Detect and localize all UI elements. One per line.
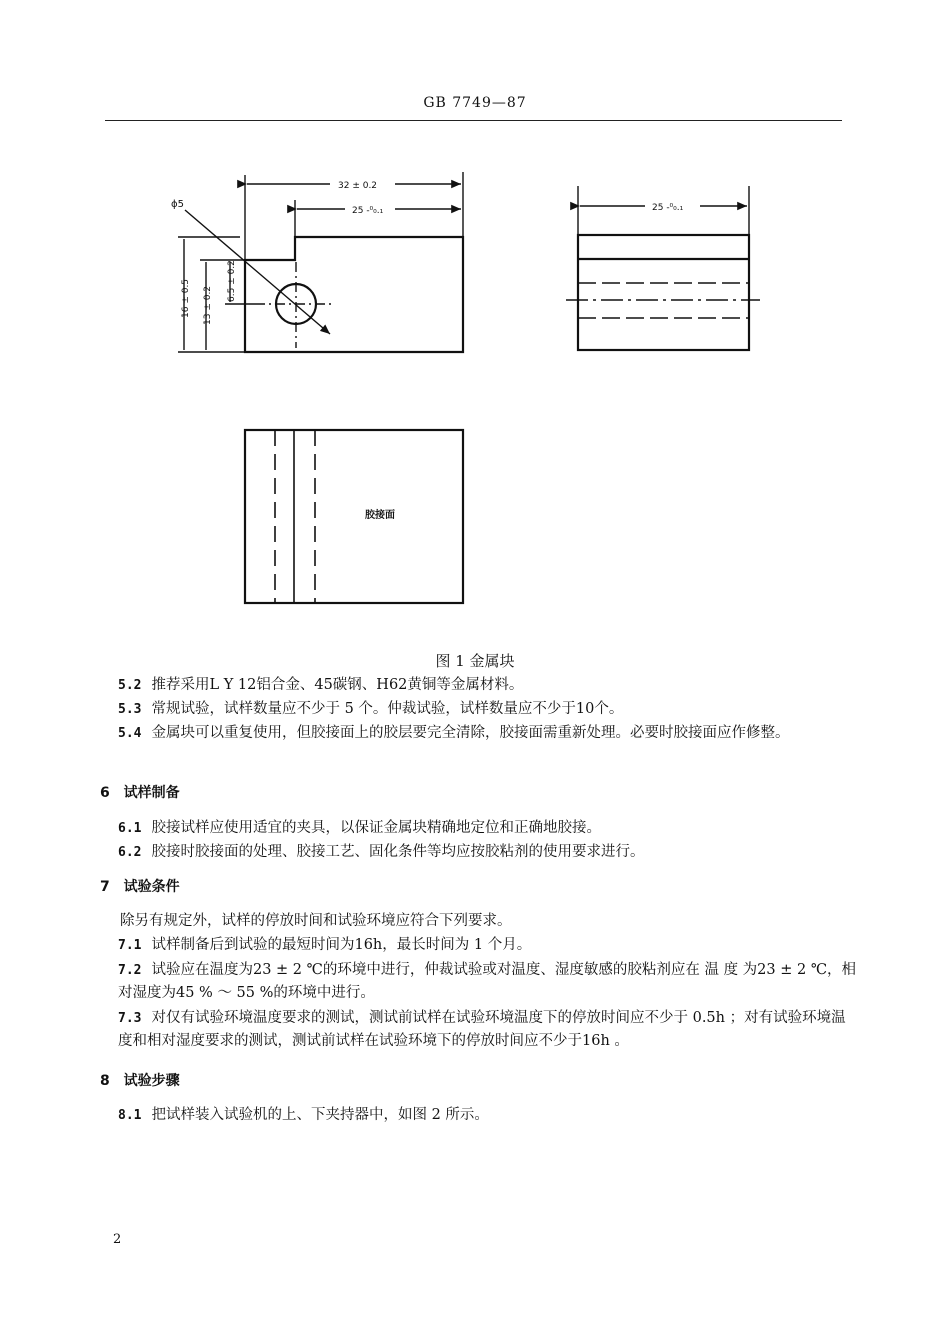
dim-16: 16 ± 0.5 (181, 278, 191, 318)
clause-5-2: 5.2 推荐采用L Y 12铝合金、45碳钢、H62黄铜等金属材料。 (118, 677, 524, 693)
section-7-intro: 除另有规定外，试样的停放时间和试验环境应符合下列要求。 (120, 913, 512, 929)
dim-25: 25 -⁰₀.₁ (352, 206, 384, 216)
figure-1-drawing (0, 0, 950, 650)
page-number: 2 (113, 1232, 122, 1247)
clause-7-2: 7.2 试验应在温度为23 ± 2 ℃的环境中进行，仲裁试验或对温度、湿度敏感的胶粘剂应在 温 度 为23 ± 2 ℃，相对湿度为45 % ～ 55 %的环境中进行。 (118, 962, 857, 1001)
section-6-heading: 6 试样制备 (100, 785, 180, 801)
glue-face-label: 胶接面 (365, 510, 395, 521)
clause-8-1: 8.1 把试样装入试验机的上、下夹持器中，如图 2 所示。 (118, 1107, 489, 1123)
metal-block-face-view (245, 430, 463, 603)
section-7-heading: 7 试验条件 (100, 879, 180, 895)
clause-6-1: 6.1 胶接试样应使用适宜的夹具，以保证金属块精确地定位和正确地胶接。 (118, 820, 601, 836)
clause-6-2: 6.2 胶接时胶接面的处理、胶接工艺、固化条件等均应按胶粘剂的使用要求进行。 (118, 844, 645, 860)
clause-7-3: 7.3 对仅有试验环境温度要求的测试，测试前试样在试验环境温度下的停放时间应不少于 0.5h ；对有试验环境温度和相对湿度要求的测试，测试前试样在试验环境下的停放时间应不少于16h 。 (118, 1010, 846, 1049)
clause-7-1: 7.1 试样制备后到试验的最短时间为16h，最长时间为 1 个月。 (118, 937, 532, 953)
dim-phi5: ϕ5 (171, 199, 184, 210)
dim-13: 13 ± 0.2 (203, 285, 213, 325)
dim-25-right: 25 -⁰₀.₁ (652, 203, 684, 213)
clause-5-4: 5.4 金属块可以重复使用，但胶接面上的胶层要完全清除，胶接面需重新处理。必要时胶接面应作修整。 (118, 725, 790, 741)
metal-block-end-view (578, 235, 749, 350)
figure-caption: 图 1 金属块 (435, 652, 515, 670)
section-8-heading: 8 试验步骤 (100, 1073, 180, 1089)
dim-32: 32 ± 0.2 (338, 181, 378, 191)
dim-6-5: 6.5 ± 0.2 (227, 260, 237, 302)
clause-5-3: 5.3 常规试验，试样数量应不少于 5 个。仲裁试验，试样数量应不少于10个。 (118, 701, 624, 717)
page-header: GB 7749—87 (423, 95, 527, 111)
